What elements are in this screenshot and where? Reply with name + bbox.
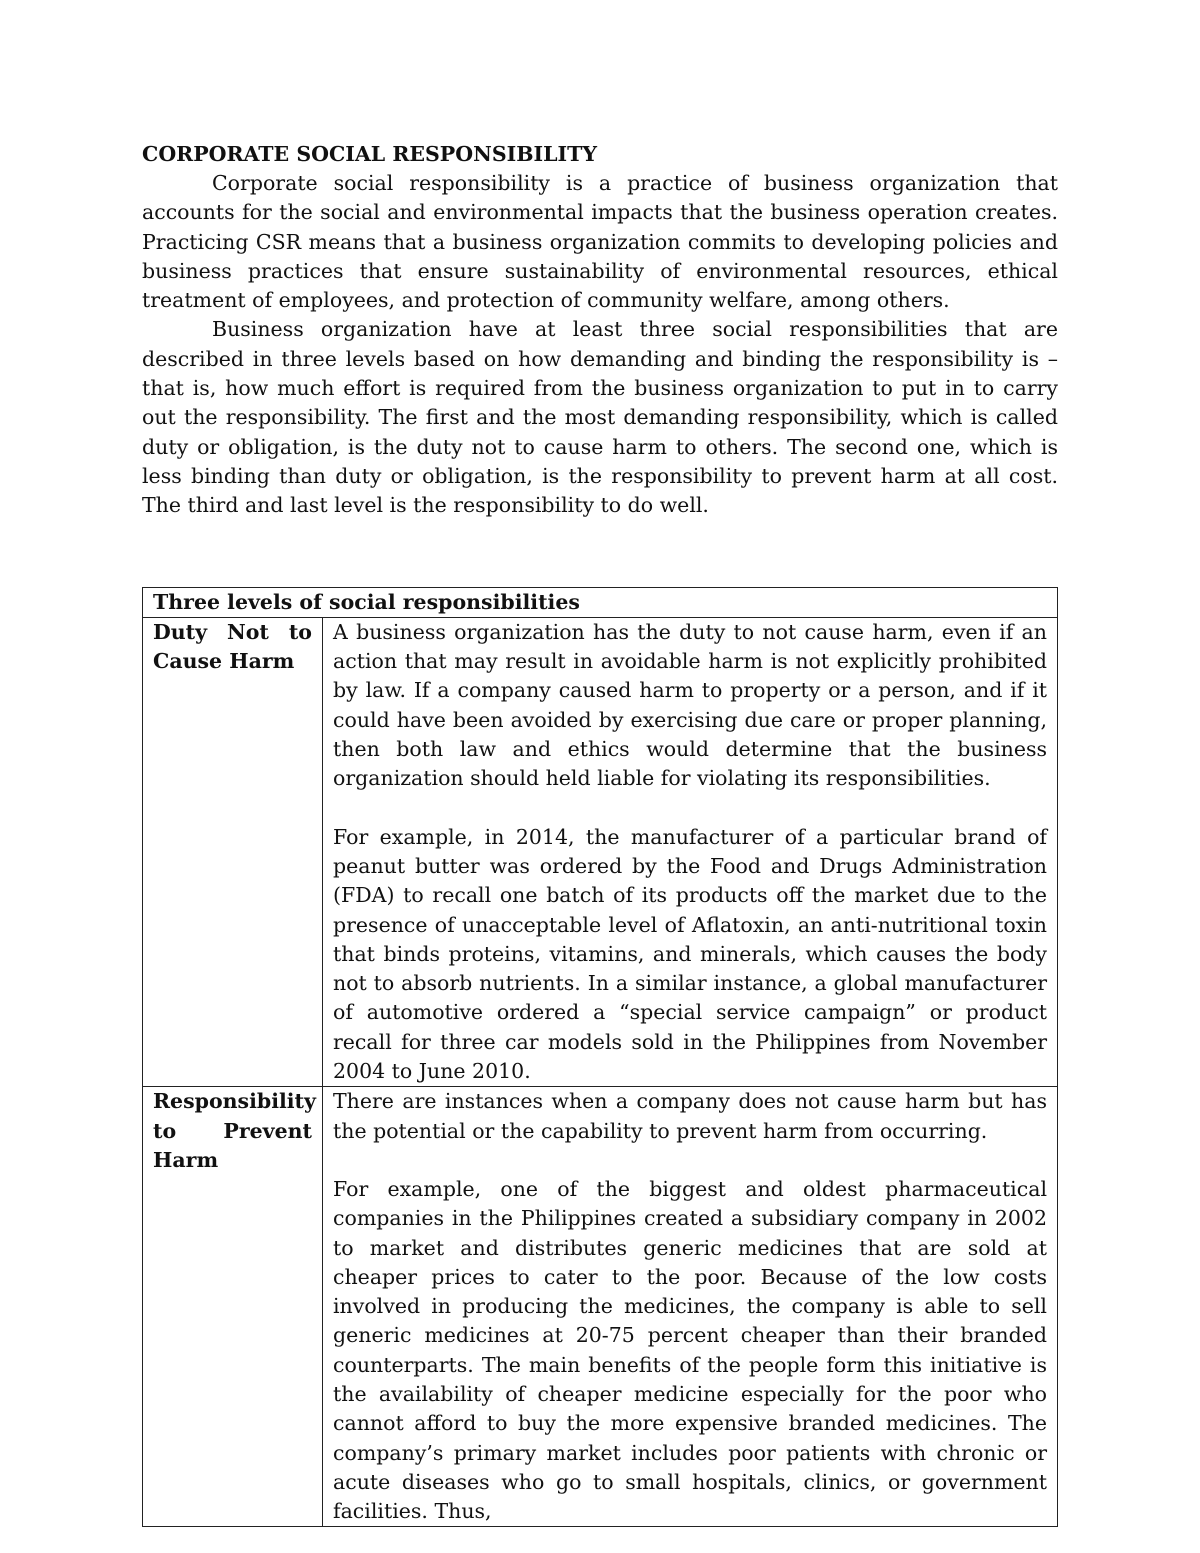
level-description-responsibility-to-prevent-harm xyxy=(323,1087,1058,1527)
table-heading: Three levels of social responsibilities xyxy=(143,587,1058,617)
document-title: CORPORATE SOCIAL RESPONSIBILITY xyxy=(142,142,598,166)
level-example-paragraph: For example, in 2014, the manufacturer of a particular brand of peanut butter was ordered by the Food and Drugs Administration (FDA) to recall one batch of its products off the market due to the presence of unacceptable level of Aflatoxin, an anti-nutritional toxin that binds proteins, vitamins, and minerals, which causes the body not to absorb nutrients. In a similar instance, a global manufacturer of automotive ordered a “special service campaign” or product recall for three car models sold in the Philippines from November 2004 to June 2010. xyxy=(333,824,1047,1084)
document-page xyxy=(142,140,1058,1527)
level-name-responsibility-to-prevent-harm: Responsibility to Prevent Harm xyxy=(143,1087,323,1527)
level-description-duty-not-to-cause-harm xyxy=(323,617,1058,1086)
level-description-paragraph: There are instances when a company does not cause harm but has the potential or the capability to prevent harm from occurring. xyxy=(333,1089,1047,1143)
level-name-duty-not-to-cause-harm: Duty Not to Cause Harm xyxy=(143,617,323,1086)
intro-paragraph-1: Corporate social responsibility is a practice of business organization that accounts for the social and environmental impacts that the business operation creates. Practicing CSR means that a business organization commits to developing policies and business practices that ensure sustainability of environmental resources, ethical treatment of employees, and protection of community welfare, among others. xyxy=(142,171,1058,313)
intro-paragraph-2: Business organization have at least three social responsibilities that are described in three levels based on how demanding and binding the responsibility is – that is, how much effort is required from the business organization to put in to carry out the responsibility. The first and the most demanding responsibility, which is called duty or obligation, is the duty not to cause harm to others. The second one, which is less binding than duty or obligation, is the responsibility to prevent harm at all cost. The third and last level is the responsibility to do well. xyxy=(142,317,1058,518)
level-example-paragraph: For example, one of the biggest and oldest pharmaceutical companies in the Philippines created a subsidiary company in 2002 to market and distributes generic medicines that are sold at cheaper prices to cater to the poor. Because of the low costs involved in producing the medicines, the company is able to sell generic medicines at 20-75 percent cheaper than their branded counterparts. The main benefits of the people form this initiative is the availability of cheaper medicine especially for the poor who cannot afford to buy the more expensive branded medicines. The company’s primary market includes poor patients with chronic or acute diseases who go to small hospitals, clinics, or government facilities. Thus, xyxy=(333,1176,1047,1524)
table-heading-row xyxy=(143,587,1058,617)
level-description-paragraph: A business organization has the duty to not cause harm, even if an action that may result in avoidable harm is not explicitly prohibited by law. If a company caused harm to property or a person, and if it could have been avoided by exercising due care or proper planning, then both law and ethics would determine that the business organization should held liable for violating its responsibilities. xyxy=(333,619,1047,791)
table-row xyxy=(143,1087,1058,1527)
responsibility-levels-table xyxy=(142,587,1058,1528)
table-row xyxy=(143,617,1058,1086)
